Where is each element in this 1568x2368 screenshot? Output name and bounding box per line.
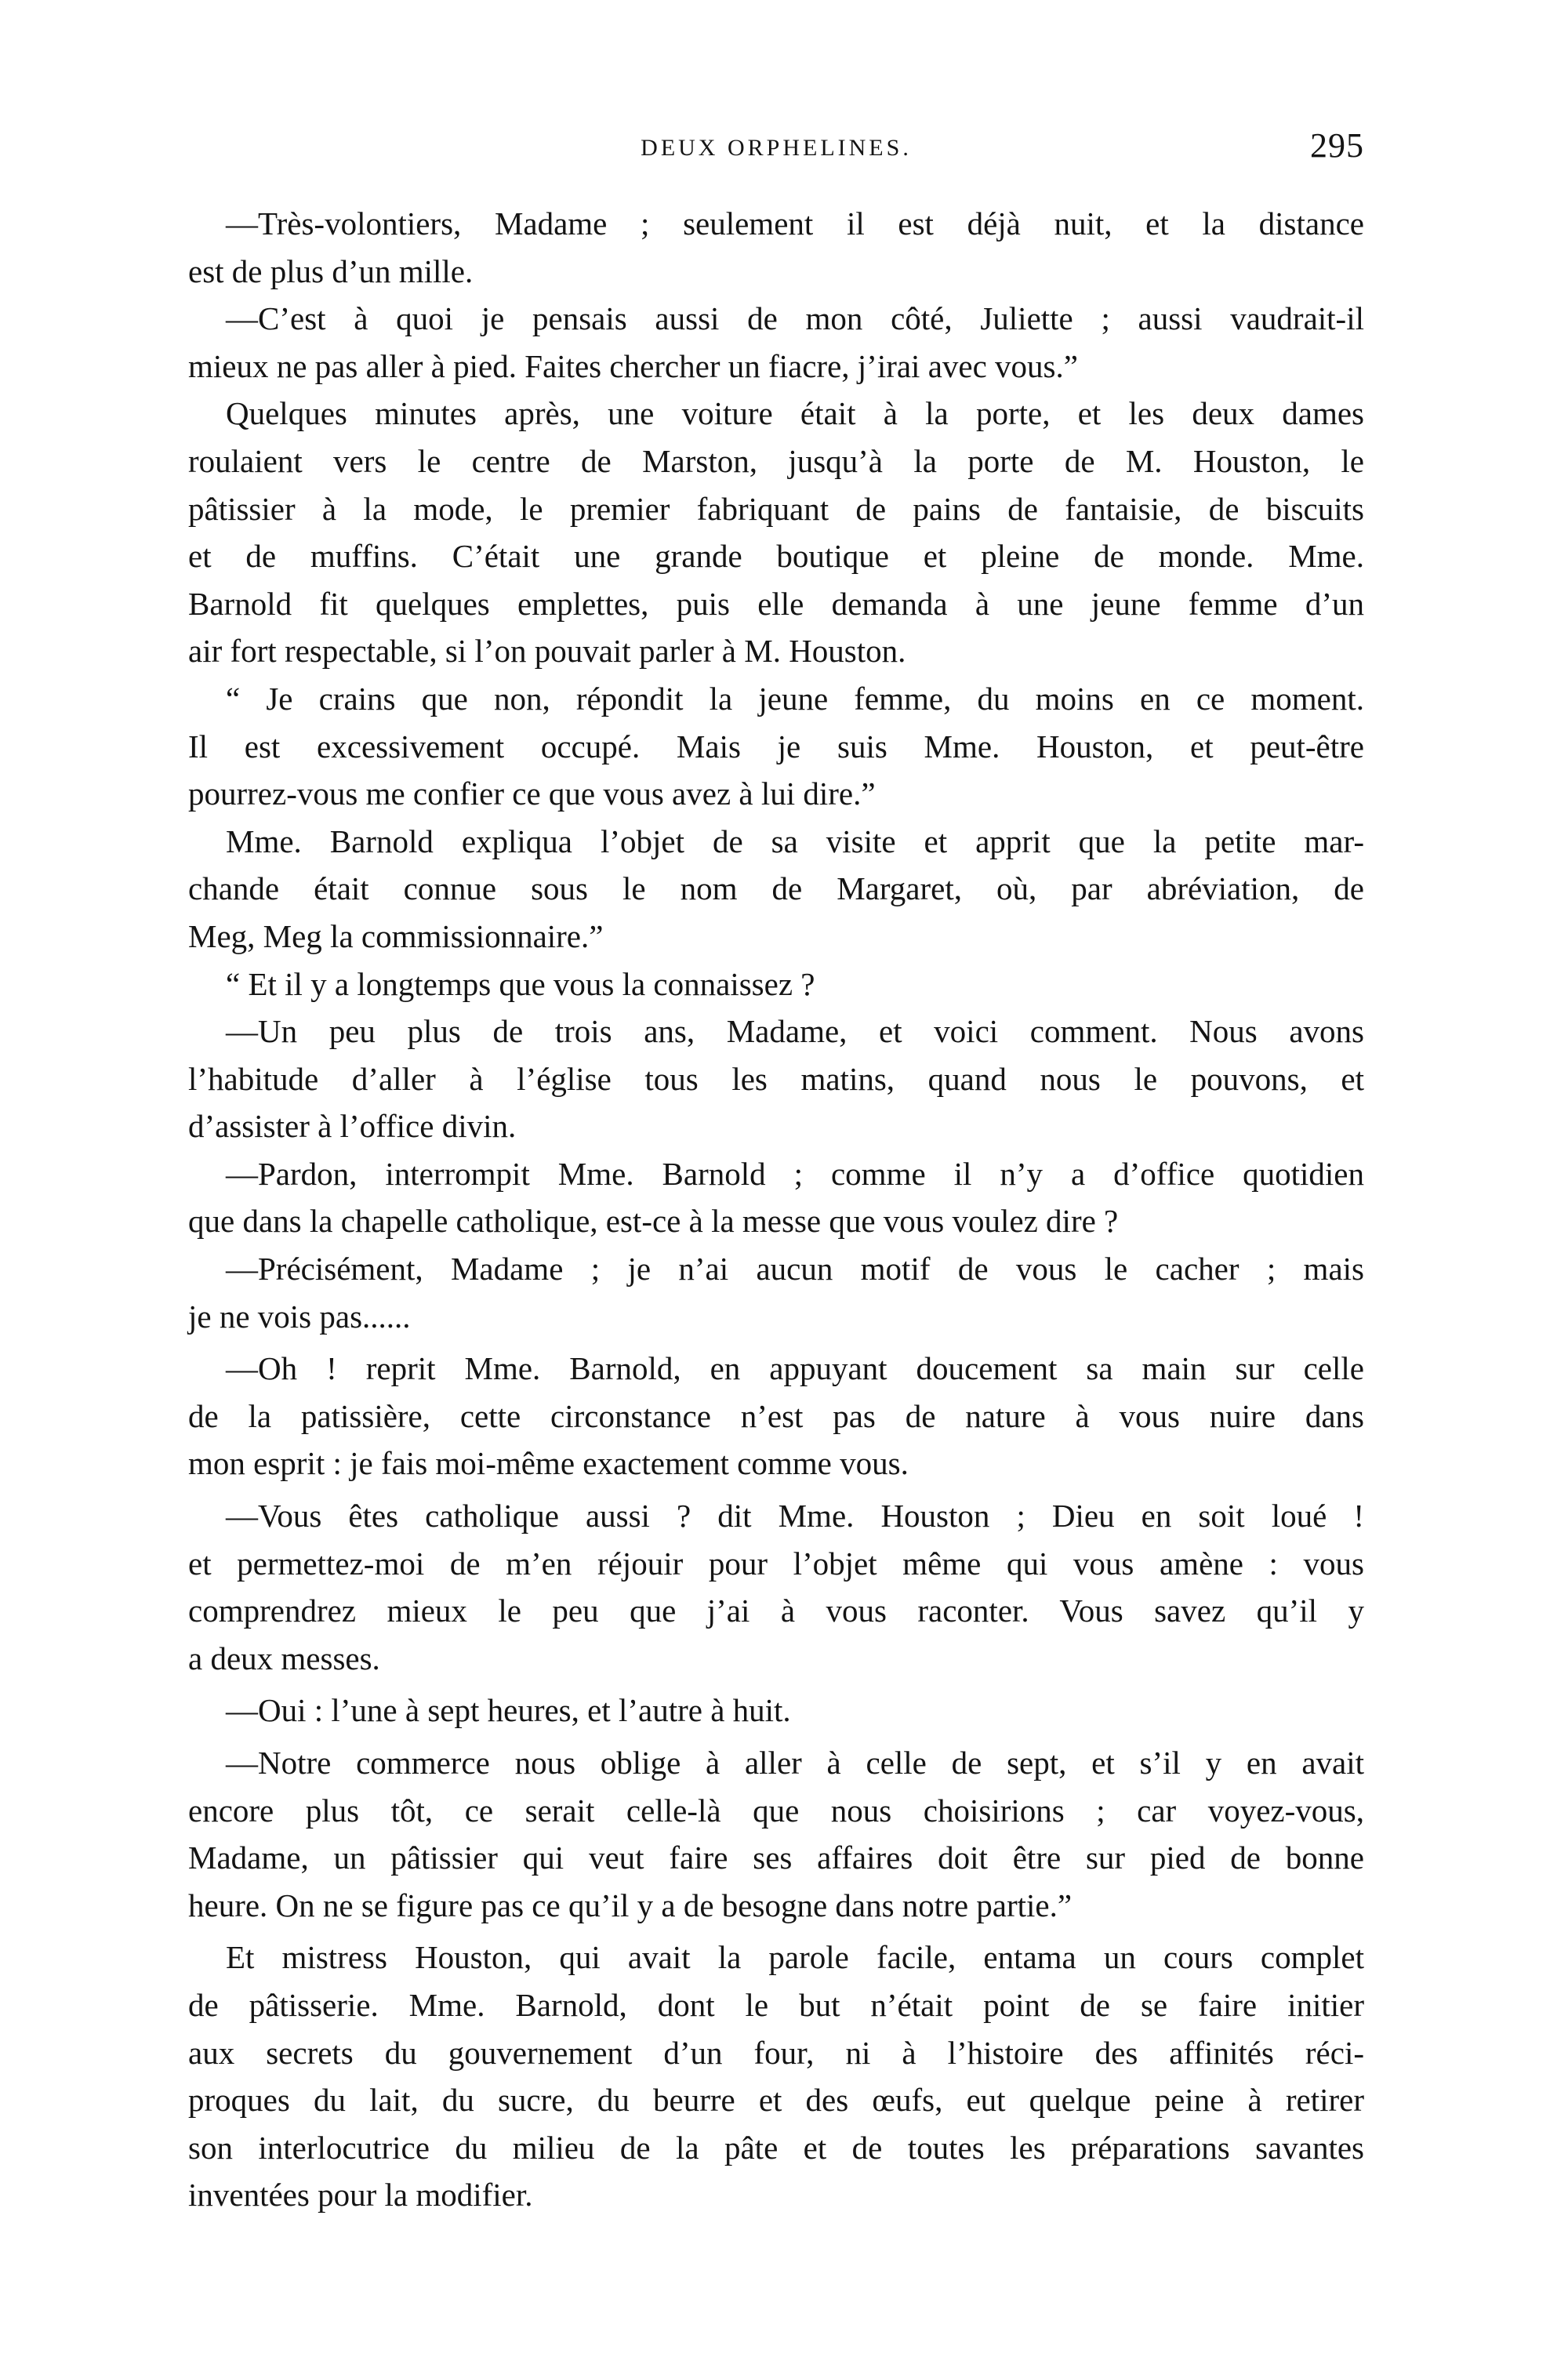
- text-line: —C’est à quoi je pensais aussi de mon côté, Juliette ; aussi vaudrait-il: [226, 300, 1364, 337]
- text-line: heure. On ne se figure pas ce qu’il y a de besogne dans notre partie.”: [188, 1887, 1073, 1923]
- text-line: —Précisément, Madame ; je n’ai aucun motif de vous le cacher ; mais: [226, 1251, 1364, 1288]
- text-line: aux secrets du gouvernement d’un four, ni à l’histoire des affinités réci-: [188, 2034, 1364, 2071]
- text-line: Madame, un pâtissier qui veut faire ses affaires doit être sur pied de bonne: [188, 1840, 1364, 1876]
- text-line: est de plus d’un mille.: [188, 252, 474, 289]
- text-line: Il est excessivement occupé. Mais je suis Mme. Houston, et peut-être: [188, 728, 1364, 765]
- text-line: d’assister à l’office divin.: [188, 1108, 517, 1145]
- text-line: proques du lait, du sucre, du beurre et des œufs, eut quelque peine à retirer: [188, 2082, 1364, 2119]
- text-line: “ Et il y a longtemps que vous la connaissez ?: [226, 965, 815, 1002]
- text-line: et permettez-moi de m’en réjouir pour l’objet même qui vous amène : vous: [188, 1545, 1364, 1582]
- text-line: que dans la chapelle catholique, est-ce à la messe que vous voulez dire ?: [188, 1203, 1119, 1240]
- text-line: encore plus tôt, ce serait celle-là que nous choisirions ; car voyez-vous,: [188, 1792, 1364, 1829]
- text-line: son interlocutrice du milieu de la pâte et de toutes les préparations savantes: [188, 2129, 1364, 2166]
- text-line: inventées pour la modifier.: [188, 2177, 533, 2214]
- text-body: [188, 200, 1364, 2219]
- text-line: —Notre commerce nous oblige à aller à celle de sept, et s’il y en avait: [226, 1745, 1364, 1781]
- text-line: Mme. Barnold expliqua l’objet de sa visite et apprit que la petite mar-: [226, 823, 1364, 859]
- text-line: —Oh ! reprit Mme. Barnold, en appuyant doucement sa main sur celle: [226, 1350, 1364, 1387]
- text-line: Meg, Meg la commissionnaire.”: [188, 917, 604, 954]
- text-line: a deux messes.: [188, 1640, 380, 1676]
- text-line: Et mistress Houston, qui avait la parole facile, entama un cours complet: [226, 1939, 1364, 1976]
- text-line: de pâtisserie. Mme. Barnold, dont le but n’était point de se faire initier: [188, 1986, 1364, 2023]
- text-line: roulaient vers le centre de Marston, jusqu’à la porte de M. Houston, le: [188, 442, 1364, 479]
- text-line: “ Je crains que non, répondit la jeune femme, du moins en ce moment.: [226, 680, 1364, 717]
- text-line: —Pardon, interrompit Mme. Barnold ; comme il n’y a d’office quotidien: [226, 1155, 1364, 1192]
- text-line: pâtissier à la mode, le premier fabriquant de pains de fantaisie, de biscuits: [188, 490, 1364, 527]
- text-line: l’habitude d’aller à l’église tous les matins, quand nous le pouvons, et: [188, 1060, 1364, 1097]
- text-line: comprendrez mieux le peu que j’ai à vous raconter. Vous savez qu’il y: [188, 1593, 1364, 1629]
- text-line: Quelques minutes après, une voiture était à la porte, et les deux dames: [226, 395, 1364, 432]
- text-line: —Oui : l’une à sept heures, et l’autre à huit.: [226, 1692, 791, 1729]
- text-line: —Un peu plus de trois ans, Madame, et voici comment. Nous avons: [226, 1013, 1364, 1050]
- text-line: je ne vois pas......: [188, 1298, 411, 1335]
- text-line: pourrez-vous me confier ce que vous avez à lui dire.”: [188, 775, 876, 812]
- text-line: mieux ne pas aller à pied. Faites chercher un fiacre, j’irai avec vous.”: [188, 347, 1078, 384]
- text-line: de la patissière, cette circonstance n’est pas de nature à vous nuire dans: [188, 1397, 1364, 1434]
- text-line: et de muffins. C’était une grande boutique et pleine de monde. Mme.: [188, 538, 1364, 575]
- running-head: [188, 125, 1364, 173]
- text-line: Barnold fit quelques emplettes, puis elle demanda à une jeune femme d’un: [188, 585, 1364, 622]
- running-title: DEUX ORPHELINES.: [641, 135, 912, 161]
- page-number: 295: [1310, 126, 1364, 165]
- text-line: —Très-volontiers, Madame ; seulement il est déjà nuit, et la distance: [226, 205, 1364, 242]
- text-line: chande était connue sous le nom de Margaret, où, par abréviation, de: [188, 870, 1364, 907]
- text-line: mon esprit : je fais moi-même exactement comme vous.: [188, 1445, 909, 1482]
- text-line: air fort respectable, si l’on pouvait parler à M. Houston.: [188, 633, 906, 670]
- text-line: —Vous êtes catholique aussi ? dit Mme. Houston ; Dieu en soit loué !: [226, 1498, 1364, 1534]
